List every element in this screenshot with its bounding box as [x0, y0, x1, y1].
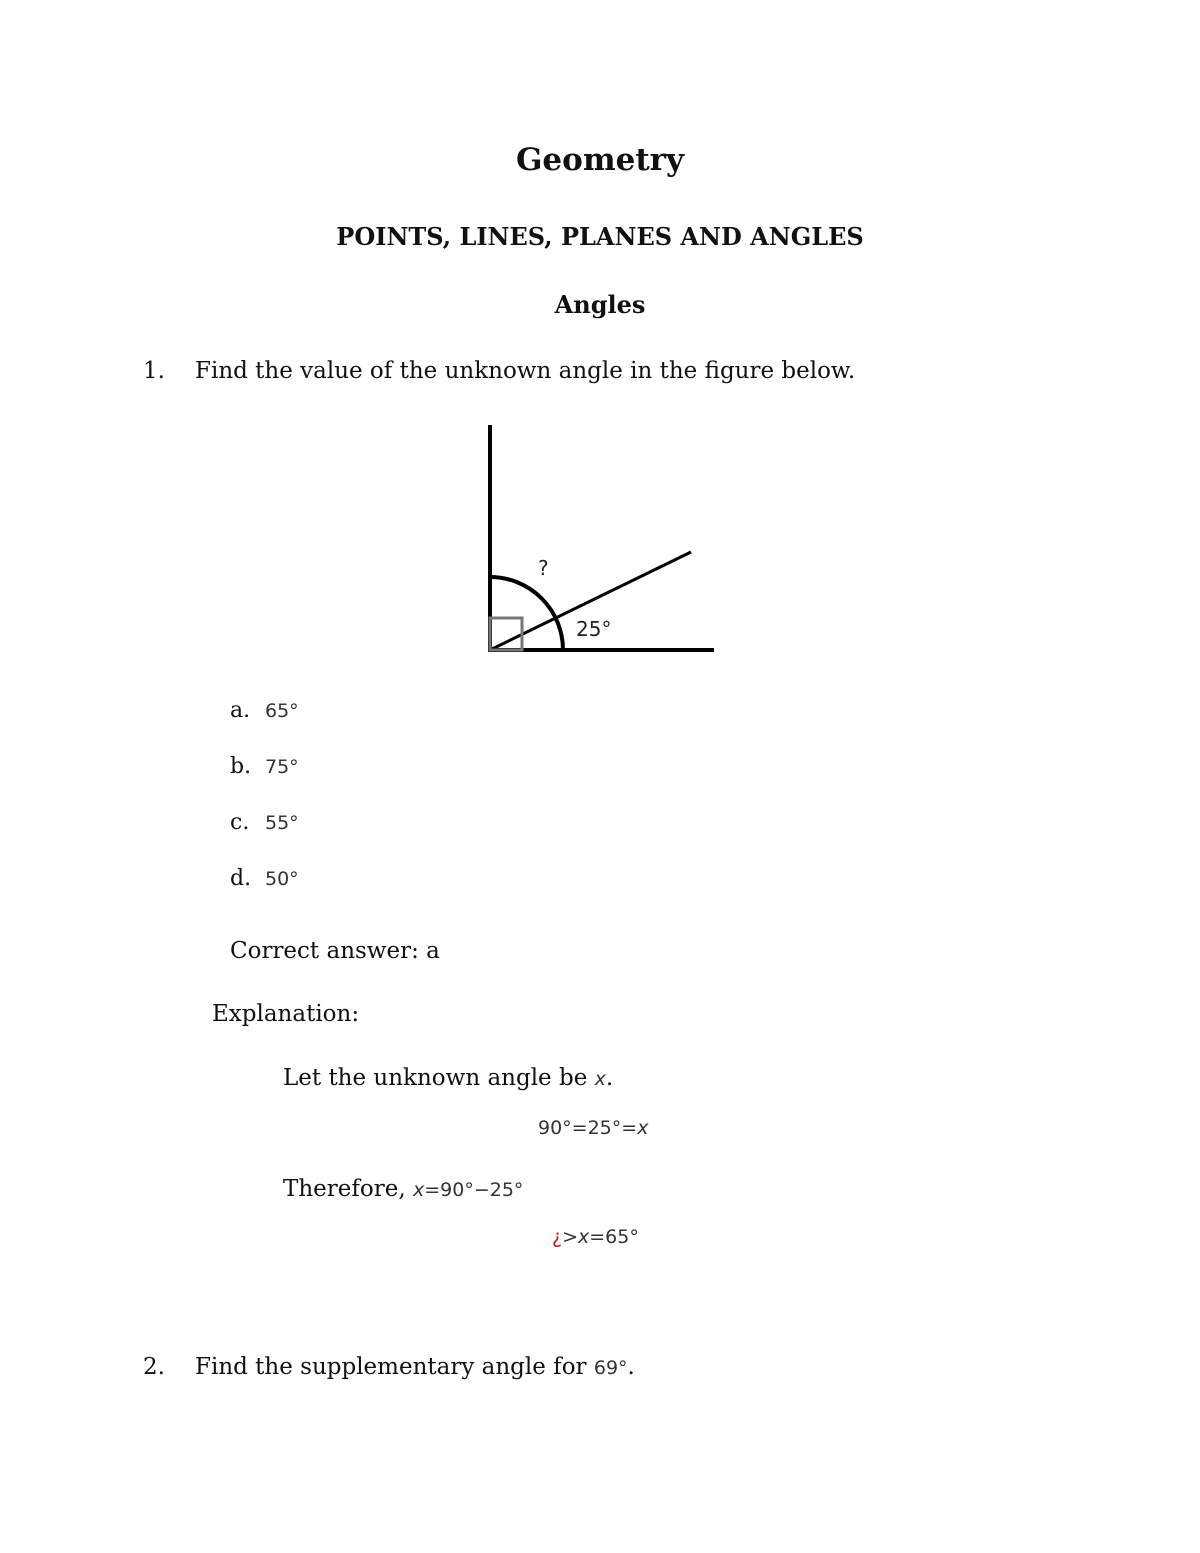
explanation-label: Explanation: — [212, 1001, 360, 1027]
explanation-line-3-expr: =90°−25° — [424, 1179, 524, 1201]
right-angle-arc — [490, 577, 563, 650]
option-a-letter: a. — [230, 698, 251, 723]
explanation-line-3-text: Therefore, — [283, 1176, 413, 1202]
subsection-heading: Angles — [554, 290, 646, 319]
option-d-letter: d. — [230, 866, 252, 891]
right-angle-marker — [490, 618, 522, 650]
question-2-text: Find the supplementary angle for — [195, 1354, 594, 1380]
unknown-angle-label: ? — [538, 556, 549, 580]
section-heading: POINTS, LINES, PLANES AND ANGLES — [336, 222, 864, 251]
option-a — [230, 698, 299, 723]
known-angle-label: 25° — [576, 617, 612, 641]
option-b-letter: b. — [230, 754, 252, 779]
angle-figure — [470, 415, 730, 665]
question-1-text: Find the value of the unknown angle in the figure below. — [195, 358, 856, 384]
question-2-value: 69° — [593, 1357, 628, 1379]
equation-1-var: x — [637, 1117, 649, 1139]
equation-2-glyph: ¿ — [552, 1226, 563, 1248]
page-title: Geometry — [515, 142, 685, 178]
question-1-number: 1. — [143, 358, 165, 384]
option-d — [230, 866, 299, 891]
equation-1 — [538, 1117, 648, 1139]
option-c-letter: c. — [230, 810, 250, 835]
question-2-number: 2. — [143, 1354, 165, 1380]
explanation-line-1 — [283, 1065, 613, 1091]
equation-2-expr: =65° — [589, 1226, 639, 1248]
equation-2-var: x — [578, 1226, 590, 1248]
option-c — [230, 810, 299, 835]
equation-2 — [552, 1226, 639, 1248]
correct-answer: Correct answer: a — [230, 938, 440, 964]
explanation-line-1-text: Let the unknown angle be — [283, 1065, 595, 1091]
explanation-line-1-var: x — [594, 1068, 606, 1090]
option-b — [230, 754, 299, 779]
option-c-value: 55° — [265, 812, 299, 834]
question-2 — [143, 1354, 635, 1380]
option-d-value: 50° — [265, 868, 299, 890]
question-2-end: . — [627, 1354, 635, 1380]
equation-1-left: 90°=25°= — [538, 1117, 638, 1139]
explanation-line-3-var: x — [412, 1179, 425, 1201]
question-1 — [143, 358, 855, 384]
explanation-line-3 — [283, 1176, 523, 1202]
option-a-value: 65° — [265, 700, 299, 722]
equation-2-gt: > — [562, 1226, 579, 1248]
explanation-line-1-end: . — [605, 1065, 614, 1091]
option-b-value: 75° — [265, 756, 299, 778]
